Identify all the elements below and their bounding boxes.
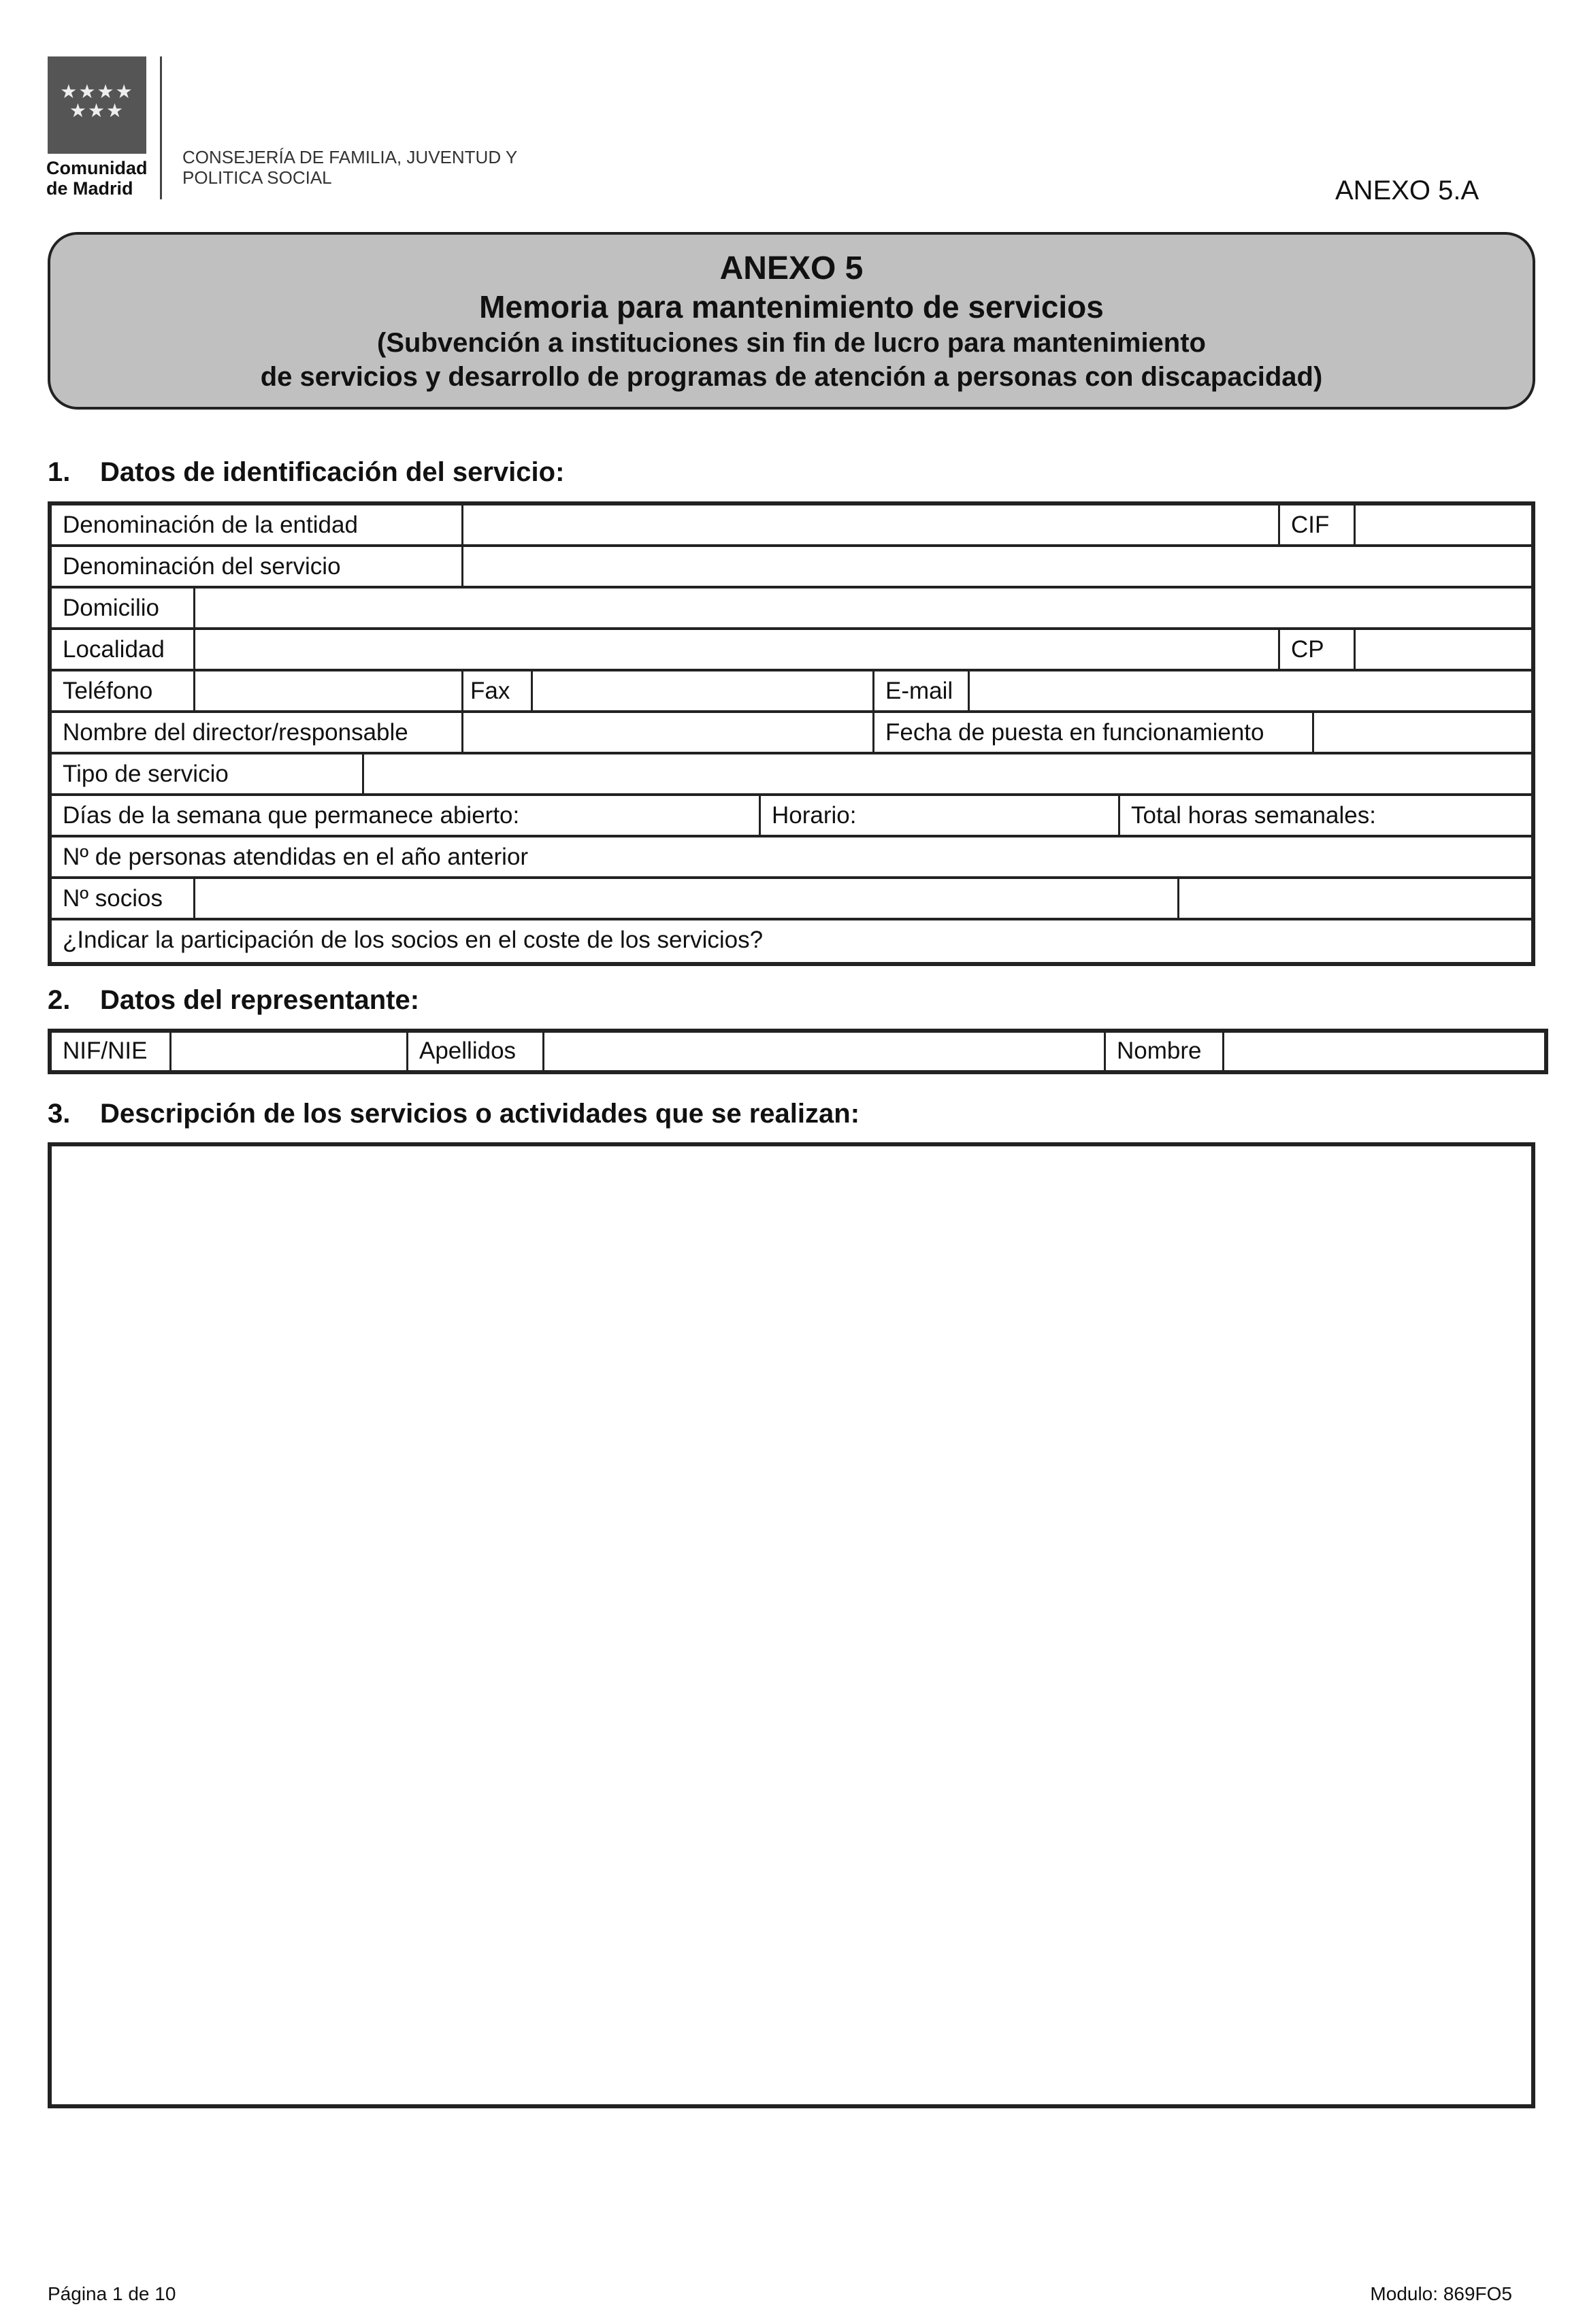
description-textarea[interactable] [48, 1142, 1535, 2108]
input-cp[interactable] [1356, 630, 1531, 669]
section1-heading [48, 457, 564, 488]
label-apellidos: Apellidos [408, 1033, 544, 1070]
logo-text [46, 158, 148, 199]
label-nombre: Nombre [1106, 1033, 1224, 1070]
section-number: 3. [48, 1099, 71, 1129]
section2-heading [48, 985, 419, 1016]
label-socios: Nº socios [52, 879, 195, 918]
label-fecha: Fecha de puesta en funcionamiento [874, 713, 1314, 752]
label-servicio: Denominación del servicio [52, 547, 463, 586]
field-total-horas[interactable]: Total horas semanales: [1131, 802, 1376, 829]
title-annex: ANEXO 5 [719, 250, 864, 286]
section3-heading [48, 1099, 860, 1129]
label-cif: CIF [1280, 505, 1356, 544]
logo-stars-icon: ★★★★ ★★★ [60, 81, 134, 121]
page-number: Página 1 de 10 [48, 2283, 176, 2304]
input-socios-extra[interactable] [1179, 879, 1531, 918]
label-entidad: Denominación de la entidad [52, 505, 463, 544]
service-identification-table [48, 501, 1535, 966]
section-title: Descripción de los servicios o actividades que se realizan: [100, 1099, 860, 1129]
input-localidad[interactable] [195, 630, 1280, 669]
section-number: 2. [48, 985, 71, 1015]
department-line1: CONSEJERÍA DE FAMILIA, JUVENTUD Y [182, 147, 518, 167]
label-cp: CP [1280, 630, 1356, 669]
input-socios[interactable] [195, 879, 1179, 918]
label-nif: NIF/NIE [52, 1033, 171, 1070]
title-subtitle-2: de servicios y desarrollo de programas de atención a personas con discapacidad) [260, 362, 1323, 392]
comunidad-madrid-logo [48, 56, 146, 154]
table-row [52, 505, 1531, 547]
input-tipo[interactable] [364, 754, 1531, 793]
table-row [52, 1033, 1544, 1070]
table-row [52, 920, 1531, 962]
table-row [52, 630, 1531, 671]
table-row [52, 547, 1531, 588]
input-nombre[interactable] [1224, 1033, 1544, 1070]
title-box [48, 232, 1535, 410]
field-dias[interactable]: Días de la semana que permanece abierto: [52, 796, 761, 835]
annex-tag: ANEXO 5.A [1335, 176, 1479, 205]
table-row [52, 837, 1531, 879]
title-main: Memoria para mantenimiento de servicios [479, 289, 1104, 325]
table-row [52, 671, 1531, 713]
field-personas-atendidas[interactable]: Nº de personas atendidas en el año anterior [63, 844, 529, 870]
input-director[interactable] [463, 713, 874, 752]
table-row [52, 796, 1531, 837]
logo-text-line1: Comunidad [46, 158, 148, 178]
department-line2: POLITICA SOCIAL [182, 167, 332, 188]
logo-text-line2: de Madrid [46, 178, 133, 199]
field-horario[interactable]: Horario: [761, 796, 1120, 835]
label-tipo: Tipo de servicio [52, 754, 364, 793]
input-telefono[interactable] [195, 671, 463, 710]
section-title: Datos de identificación del servicio: [100, 457, 565, 487]
label-localidad: Localidad [52, 630, 195, 669]
input-entidad[interactable] [463, 505, 1280, 544]
label-email: E-mail [874, 671, 970, 710]
input-apellidos[interactable] [544, 1033, 1106, 1070]
input-domicilio[interactable] [195, 588, 1531, 627]
field-participacion-socios[interactable]: ¿Indicar la participación de los socios en el coste de los servicios? [63, 927, 764, 953]
label-director: Nombre del director/responsable [52, 713, 463, 752]
section-number: 1. [48, 457, 71, 487]
label-domicilio: Domicilio [52, 588, 195, 627]
table-row [52, 713, 1531, 754]
input-email[interactable] [970, 671, 1531, 710]
table-row [52, 879, 1531, 920]
label-fax: Fax [463, 671, 533, 710]
module-code: Modulo: 869FO5 [1370, 2283, 1512, 2304]
input-servicio[interactable] [463, 547, 1531, 586]
input-cif[interactable] [1356, 505, 1531, 544]
label-telefono: Teléfono [52, 671, 195, 710]
title-subtitle-1: (Subvención a instituciones sin fin de lucro para mantenimiento [377, 328, 1206, 358]
table-row [52, 588, 1531, 630]
logo-divider [160, 56, 162, 199]
department-name [182, 147, 517, 188]
input-fecha[interactable] [1314, 713, 1531, 752]
section-title: Datos del representante: [100, 985, 420, 1015]
input-fax[interactable] [533, 671, 874, 710]
representative-table [48, 1029, 1548, 1074]
table-row [52, 754, 1531, 796]
input-nif[interactable] [171, 1033, 408, 1070]
